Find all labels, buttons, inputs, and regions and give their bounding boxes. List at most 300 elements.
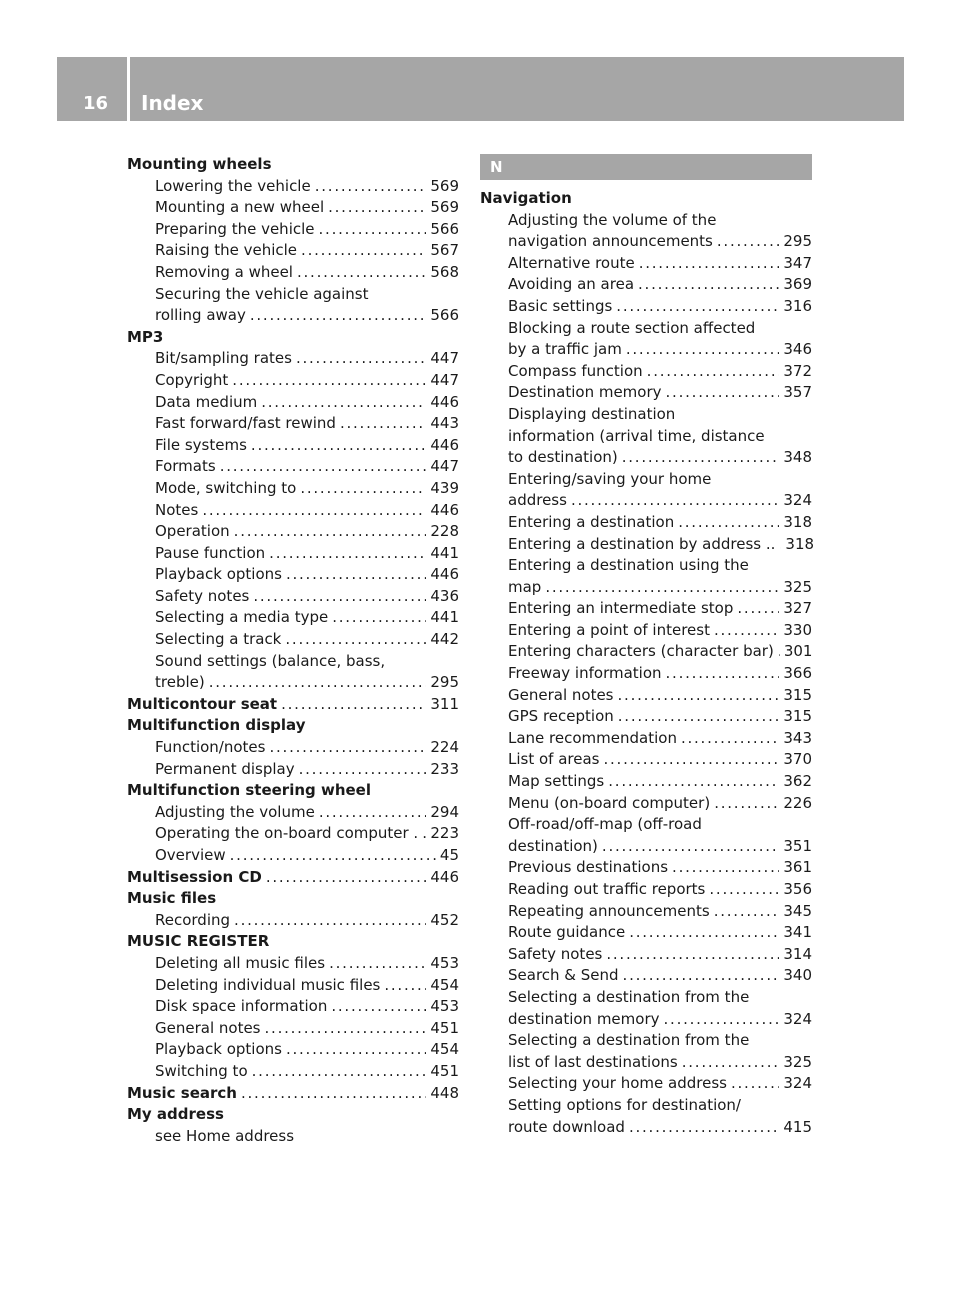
- page-ref[interactable]: 453: [430, 997, 459, 1016]
- page-ref[interactable]: 441: [430, 543, 459, 562]
- index-column-left: [127, 154, 459, 1147]
- entry-text: Overview: [155, 846, 226, 864]
- page-ref[interactable]: 446: [430, 500, 459, 519]
- dot-leader: [618, 706, 780, 728]
- index-entry[interactable]: [127, 413, 459, 435]
- entry-text: File systems: [155, 435, 247, 454]
- page-ref[interactable]: 448: [430, 1083, 459, 1102]
- page-ref[interactable]: 452: [430, 910, 459, 929]
- page-ref[interactable]: 318: [783, 512, 812, 531]
- dot-leader: [678, 512, 779, 534]
- dot-leader: [266, 867, 427, 889]
- entry-text-line: Entering a destination using the: [508, 556, 749, 575]
- index-heading: Multifunction steering wheel: [127, 781, 371, 800]
- page-ref[interactable]: 233: [430, 759, 459, 778]
- entry-text: navigation announcements: [508, 232, 713, 251]
- index-entry[interactable]: [480, 447, 812, 469]
- index-entry[interactable]: [127, 262, 459, 284]
- index-entry[interactable]: [480, 663, 812, 685]
- dot-leader: [220, 456, 427, 478]
- index-entry[interactable]: [480, 793, 812, 815]
- dot-leader: [332, 607, 426, 629]
- index-entry[interactable]: [480, 512, 812, 534]
- page-ref[interactable]: 324: [783, 1074, 812, 1093]
- index-entry[interactable]: [480, 274, 812, 296]
- dot-leader: [328, 197, 426, 219]
- index-entry[interactable]: [127, 975, 459, 997]
- index-entry[interactable]: [127, 521, 459, 543]
- index-entry[interactable]: [127, 197, 459, 219]
- entry-text: Preparing the vehicle: [155, 219, 315, 238]
- index-entry[interactable]: [127, 759, 459, 781]
- dot-leader: [319, 802, 427, 824]
- entry-text: Previous destinations: [508, 858, 669, 877]
- page-ref[interactable]: 370: [783, 750, 812, 769]
- dot-leader: [778, 641, 780, 663]
- dot-leader: [250, 305, 427, 327]
- entry-text-line: Displaying destination: [508, 404, 676, 423]
- dot-leader: [209, 672, 427, 694]
- index-entry[interactable]: [480, 706, 812, 728]
- page-ref[interactable]: 325: [783, 1052, 812, 1071]
- entry-text: General notes: [155, 1018, 261, 1037]
- dot-leader: [571, 490, 779, 512]
- page-ref[interactable]: 447: [430, 370, 459, 389]
- page-ref[interactable]: 454: [430, 975, 459, 994]
- dot-leader: [666, 663, 780, 685]
- dot-leader: [602, 836, 779, 858]
- index-entry[interactable]: [127, 176, 459, 198]
- entry-text: Removing a wheel: [155, 262, 293, 281]
- index-entry[interactable]: [480, 1073, 812, 1095]
- page-ref[interactable]: 569: [430, 198, 459, 217]
- page-ref[interactable]: 348: [783, 448, 812, 467]
- dot-leader: [281, 694, 426, 716]
- page-ref[interactable]: 345: [783, 901, 812, 920]
- dot-leader: [608, 771, 779, 793]
- entry-text: route download: [508, 1117, 625, 1136]
- index-entry[interactable]: [127, 672, 459, 694]
- entry-text: Entering a point of interest: [508, 620, 710, 639]
- entry-text-line: Selecting a destination from the: [508, 987, 750, 1006]
- entry-text: by a traffic jam: [508, 340, 622, 359]
- dot-leader: [717, 231, 779, 253]
- dot-leader: [638, 274, 779, 296]
- entry-text: Destination memory: [508, 383, 662, 402]
- index-entry[interactable]: [127, 910, 459, 932]
- index-entry[interactable]: [127, 737, 459, 759]
- page-ref[interactable]: 451: [430, 1061, 459, 1080]
- entry-text: Deleting individual music files: [155, 975, 381, 994]
- dot-leader: [545, 577, 779, 599]
- index-entry[interactable]: [127, 370, 459, 392]
- page-number: 16: [83, 93, 109, 114]
- page-ref[interactable]: 224: [430, 738, 459, 757]
- dot-leader: [315, 176, 427, 198]
- index-entry[interactable]: [127, 823, 459, 845]
- index-heading: MP3: [127, 327, 164, 346]
- page-ref[interactable]: 446: [430, 435, 459, 454]
- page-ref[interactable]: 441: [430, 608, 459, 627]
- index-entry[interactable]: [480, 1009, 812, 1031]
- dot-leader: [714, 620, 779, 642]
- page-ref[interactable]: 341: [783, 923, 812, 942]
- index-entry[interactable]: [480, 339, 812, 361]
- page-ref[interactable]: 318: [785, 534, 815, 553]
- entry-text: Bit/sampling rates: [155, 349, 292, 368]
- page-ref[interactable]: 45: [439, 846, 459, 864]
- dot-leader: [296, 348, 426, 370]
- page-ref[interactable]: 295: [430, 673, 459, 692]
- dot-leader: [299, 759, 427, 781]
- page-ref[interactable]: 346: [783, 340, 812, 359]
- index-entry[interactable]: [480, 836, 812, 858]
- entry-text: GPS reception: [508, 707, 614, 726]
- page-ref[interactable]: 566: [430, 306, 459, 325]
- entry-text: Reading out traffic reports: [508, 880, 706, 898]
- page-ref[interactable]: 330: [783, 620, 812, 639]
- page-ref[interactable]: 447: [430, 457, 459, 476]
- index-entry[interactable]: [480, 231, 812, 253]
- dot-leader: [252, 1061, 427, 1083]
- entry-text: Pause function: [155, 543, 266, 562]
- index-entry[interactable]: [480, 1117, 812, 1139]
- page-ref[interactable]: 343: [783, 728, 812, 747]
- index-entry[interactable]: [480, 879, 812, 901]
- dot-leader: [241, 1083, 426, 1105]
- page-ref[interactable]: 454: [430, 1040, 459, 1059]
- page-ref[interactable]: 228: [430, 522, 459, 541]
- page-ref[interactable]: 569: [430, 176, 459, 195]
- index-entry[interactable]: [127, 543, 459, 565]
- dot-leader: [618, 685, 780, 707]
- dot-leader: [286, 564, 426, 586]
- header-divider: [127, 57, 130, 121]
- entry-text: Mounting a new wheel: [155, 198, 325, 217]
- dot-leader: [340, 413, 426, 435]
- index-entry[interactable]: [127, 478, 459, 500]
- entry-text: Disk space information: [155, 997, 328, 1016]
- entry-text: Function/notes: [155, 738, 266, 757]
- entry-text-line: Adjusting the volume of the: [508, 210, 717, 229]
- dot-leader: [234, 910, 426, 932]
- dot-leader: [265, 1018, 427, 1040]
- dot-leader: [616, 296, 779, 318]
- index-entry[interactable]: [127, 1061, 459, 1083]
- page-ref[interactable]: 295: [783, 232, 812, 251]
- dot-leader: [301, 240, 426, 262]
- page-ref[interactable]: 314: [783, 944, 812, 963]
- entry-text: Notes: [155, 500, 199, 519]
- dot-leader: [251, 435, 426, 457]
- index-entry[interactable]: [480, 685, 812, 707]
- dot-leader: [639, 253, 780, 275]
- page-ref[interactable]: 415: [783, 1117, 812, 1136]
- index-entry[interactable]: [127, 392, 459, 414]
- page-ref[interactable]: 362: [783, 772, 812, 791]
- dot-leader: [285, 629, 426, 651]
- page-ref[interactable]: 347: [783, 253, 812, 272]
- page-ref[interactable]: 316: [783, 296, 812, 315]
- index-entry[interactable]: [127, 219, 459, 241]
- index-heading: Navigation: [480, 189, 572, 207]
- page-title: Index: [141, 91, 204, 115]
- dot-leader: [297, 262, 426, 284]
- page-ref[interactable]: 356: [783, 880, 812, 898]
- entry-text-line: Selecting a destination from the: [508, 1031, 750, 1050]
- index-heading: My address: [127, 1105, 224, 1124]
- entry-text: Route guidance: [508, 923, 626, 942]
- page-ref[interactable]: 443: [430, 414, 459, 433]
- dot-leader: [606, 944, 779, 966]
- index-entry[interactable]: [480, 490, 812, 512]
- entry-heading-text: Multicontour seat: [127, 694, 278, 713]
- entry-text: Formats: [155, 457, 216, 476]
- index-entry[interactable]: [127, 845, 459, 867]
- entry-text-line: Off-road/off-map (off-road: [508, 815, 702, 834]
- entry-text: Adjusting the volume: [155, 802, 315, 821]
- dot-leader: [329, 953, 426, 975]
- dot-leader: [714, 901, 780, 923]
- dot-leader: [623, 965, 780, 987]
- entry-text: Selecting your home address: [508, 1074, 727, 1093]
- index-entry[interactable]: [480, 598, 812, 620]
- dot-leader: [664, 1009, 780, 1031]
- page-ref[interactable]: 361: [783, 858, 812, 877]
- entry-text: Repeating announcements: [508, 901, 710, 920]
- entry-text-line: Securing the vehicle against: [155, 284, 369, 303]
- page-ref[interactable]: 325: [783, 577, 812, 596]
- index-entry[interactable]: [127, 802, 459, 824]
- entry-text: Operating the on-board computer .: [155, 824, 419, 843]
- page-ref[interactable]: 366: [783, 664, 812, 683]
- index-entry[interactable]: [480, 1052, 812, 1074]
- entry-text: Freeway information: [508, 664, 662, 683]
- entry-text: Entering a destination: [508, 512, 675, 531]
- entry-text: address: [508, 491, 567, 510]
- entry-text: Safety notes: [508, 944, 603, 963]
- entry-text: Alternative route: [508, 253, 635, 272]
- index-entry[interactable]: [480, 857, 812, 879]
- entry-text: Data medium: [155, 392, 258, 411]
- dot-leader: [666, 382, 780, 404]
- dot-leader: [603, 749, 779, 771]
- entry-text: Selecting a track: [155, 630, 282, 649]
- index-entry[interactable]: [480, 296, 812, 318]
- dot-leader: [647, 361, 780, 383]
- page-ref[interactable]: 447: [430, 349, 459, 368]
- entry-text: Selecting a media type: [155, 608, 329, 627]
- page-ref[interactable]: 372: [783, 361, 812, 380]
- page-ref[interactable]: 226: [783, 793, 812, 812]
- page-ref[interactable]: 311: [430, 694, 459, 713]
- index-heading: Multifunction display: [127, 716, 306, 735]
- dot-leader: [319, 219, 427, 241]
- dot-leader: [202, 500, 426, 522]
- dot-leader: [422, 823, 426, 845]
- entry-text: Compass function: [508, 361, 643, 380]
- entry-text: Operation: [155, 522, 230, 541]
- entry-text: Menu (on-board computer): [508, 793, 711, 812]
- entry-text-line: Sound settings (balance, bass,: [155, 651, 386, 670]
- index-entry[interactable]: [480, 749, 812, 771]
- page-ref[interactable]: 446: [430, 392, 459, 411]
- index-entry[interactable]: [480, 922, 812, 944]
- index-entry[interactable]: [127, 1039, 459, 1061]
- index-heading: Mounting wheels: [127, 155, 272, 173]
- page-header: [57, 57, 904, 121]
- index-entry[interactable]: [127, 564, 459, 586]
- index-entry[interactable]: [480, 620, 812, 642]
- index-entry[interactable]: [127, 240, 459, 262]
- entry-text: map: [508, 577, 542, 596]
- page-ref[interactable]: 436: [430, 586, 459, 605]
- index-heading: MUSIC REGISTER: [127, 932, 270, 951]
- entry-text: General notes: [508, 685, 614, 704]
- entry-text: Fast forward/fast rewind: [155, 414, 336, 433]
- page-ref[interactable]: 351: [783, 836, 812, 855]
- index-entry[interactable]: [480, 641, 812, 663]
- dot-leader: [331, 996, 426, 1018]
- index-entry[interactable]: [127, 1083, 459, 1105]
- dot-leader: [682, 1052, 780, 1074]
- entry-text: to destination): [508, 448, 618, 467]
- entry-text-line: Setting options for destination/: [508, 1095, 741, 1114]
- index-entry[interactable]: [127, 953, 459, 975]
- page-ref[interactable]: 324: [783, 491, 812, 510]
- dot-leader: [737, 598, 779, 620]
- entry-text: Entering characters (character bar): [508, 642, 774, 661]
- index-entry[interactable]: [480, 771, 812, 793]
- entry-text: destination memory: [508, 1009, 660, 1028]
- entry-text: List of areas: [508, 750, 600, 769]
- page-ref[interactable]: 315: [783, 685, 812, 704]
- see-reference[interactable]: see Home address: [155, 1126, 295, 1145]
- page-ref[interactable]: 446: [430, 565, 459, 584]
- page-ref[interactable]: 446: [430, 867, 459, 886]
- entry-text-line: information (arrival time, distance: [508, 426, 765, 445]
- section-letter: N: [480, 154, 812, 180]
- index-entry[interactable]: [127, 305, 459, 327]
- page-ref[interactable]: 340: [783, 966, 812, 985]
- dot-leader: [300, 478, 426, 500]
- dot-leader: [286, 1039, 426, 1061]
- page-ref[interactable]: 453: [430, 953, 459, 972]
- index-entry[interactable]: [127, 348, 459, 370]
- entry-text: Avoiding an area: [508, 275, 635, 294]
- page-ref[interactable]: 369: [783, 275, 812, 294]
- page-ref[interactable]: 568: [430, 262, 459, 281]
- dot-leader: [261, 392, 426, 414]
- entry-text: Safety notes: [155, 586, 250, 605]
- index-entry[interactable]: [480, 728, 812, 750]
- entry-text: Playback options: [155, 1040, 282, 1059]
- page-ref[interactable]: 294: [430, 802, 459, 821]
- dot-leader: [234, 521, 427, 543]
- index-entry[interactable]: [127, 1018, 459, 1040]
- index-entry[interactable]: [480, 577, 812, 599]
- entry-text: Map settings: [508, 772, 605, 791]
- dot-leader: [731, 1073, 779, 1095]
- dot-leader: [629, 922, 779, 944]
- entry-text: Lowering the vehicle: [155, 176, 311, 195]
- entry-text: destination): [508, 836, 598, 855]
- page-ref[interactable]: 451: [430, 1018, 459, 1037]
- index-entry[interactable]: [127, 586, 459, 608]
- index-entry[interactable]: [127, 629, 459, 651]
- entry-text: Mode, switching to: [155, 478, 297, 497]
- index-entry[interactable]: [480, 382, 812, 404]
- dot-leader: [253, 586, 426, 608]
- index-entry[interactable]: [127, 456, 459, 478]
- entry-heading-text: Music search: [127, 1083, 237, 1102]
- page-ref[interactable]: 566: [430, 219, 459, 238]
- entry-text-line: Entering/saving your home: [508, 469, 712, 488]
- dot-leader: [230, 845, 436, 867]
- page-ref[interactable]: 324: [783, 1009, 812, 1028]
- entry-text: Copyright: [155, 370, 229, 389]
- page-ref[interactable]: 223: [430, 824, 459, 843]
- page-ref[interactable]: 357: [783, 383, 812, 402]
- dot-leader: [269, 543, 426, 565]
- entry-text: Raising the vehicle: [155, 241, 298, 260]
- entry-text: list of last destinations: [508, 1052, 678, 1071]
- page-ref[interactable]: 315: [783, 707, 812, 726]
- entry-text: rolling away: [155, 306, 246, 325]
- entry-text: Search & Send: [508, 966, 619, 985]
- entry-text: Deleting all music files: [155, 953, 326, 972]
- dot-leader: [232, 370, 426, 392]
- dot-leader: [714, 793, 779, 815]
- index-entry[interactable]: [127, 867, 459, 889]
- index-entry[interactable]: [480, 901, 812, 923]
- index-entry[interactable]: [127, 500, 459, 522]
- index-entry[interactable]: [480, 965, 812, 987]
- entry-text: Recording: [155, 910, 231, 929]
- index-entry[interactable]: [127, 694, 459, 716]
- index-entry[interactable]: [127, 996, 459, 1018]
- page-ref[interactable]: 567: [430, 241, 459, 260]
- index-entry[interactable]: [480, 944, 812, 966]
- index-entry[interactable]: [480, 534, 815, 556]
- entry-text: Lane recommendation: [508, 728, 677, 747]
- dot-leader: [779, 534, 781, 556]
- entry-text: treble): [155, 673, 205, 692]
- index-entry[interactable]: [127, 435, 459, 457]
- entry-text: Entering a destination by address ..: [508, 534, 776, 553]
- entry-text: Basic settings: [508, 296, 613, 315]
- dot-leader: [709, 879, 779, 901]
- dot-leader: [269, 737, 426, 759]
- entry-text-line: Blocking a route section affected: [508, 318, 756, 337]
- page-ref[interactable]: 439: [430, 478, 459, 497]
- entry-heading-text: Multisession CD: [127, 867, 262, 886]
- page-ref[interactable]: 327: [783, 599, 812, 618]
- entry-text: Permanent display: [155, 759, 295, 778]
- page-ref[interactable]: 301: [783, 642, 813, 661]
- index-entry[interactable]: [480, 253, 812, 275]
- page-ref[interactable]: 442: [430, 630, 459, 649]
- index-entry[interactable]: [127, 607, 459, 629]
- dot-leader: [681, 728, 779, 750]
- dot-leader: [672, 857, 779, 879]
- dot-leader: [629, 1117, 779, 1139]
- entry-text: Switching to: [155, 1061, 248, 1080]
- index-entry[interactable]: [480, 361, 812, 383]
- dot-leader: [384, 975, 426, 997]
- index-heading: Music files: [127, 889, 217, 908]
- entry-text: Entering an intermediate stop: [508, 599, 734, 618]
